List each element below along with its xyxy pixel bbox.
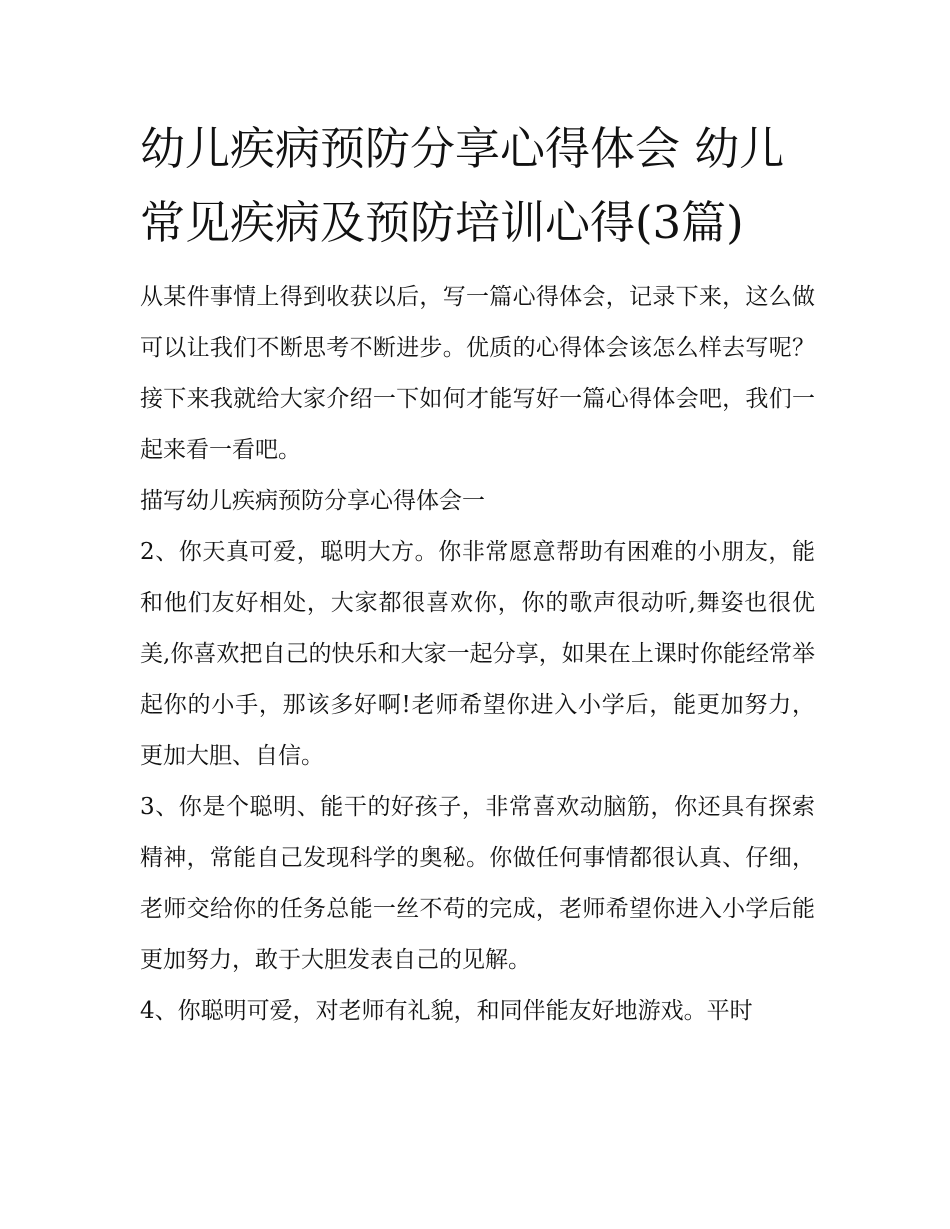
document-page [140,112,815,1037]
document-title: 幼儿疾病预防分享心得体会 幼儿常见疾病及预防培训心得(3篇) [140,122,785,249]
item-3-paragraph: 3、你是个聪明、能干的好孩子，非常喜欢动脑筋，你还具有探索精神，常能自己发现科学的奥秘。你做任何事情都很认真、仔细，老师交给你的任务总能一丝不苟的完成，老师希望你进入小学后能更加努力，敢于大胆发表自己的见解。 [140,794,815,973]
item-2-paragraph: 2、你天真可爱，聪明大方。你非常愿意帮助有困难的小朋友，能和他们友好相处，大家都很喜欢你，你的歌声很动听,舞姿也很优美,你喜欢把自己的快乐和大家一起分享，如果在上课时你能经常举起你的小手，那该多好啊!老师希望你进入小学后，能更加努力，更加大胆、自信。 [140,539,815,769]
intro-paragraph: 从某件事情上得到收获以后，写一篇心得体会，记录下来，这么做可以让我们不断思考不断进步。优质的心得体会该怎么样去写呢？接下来我就给大家介绍一下如何才能写好一篇心得体会吧，我们一起来看一看吧。 [140,284,815,463]
item-4-paragraph: 4、你聪明可爱，对老师有礼貌，和同伴能友好地游戏。平时 [140,998,753,1024]
section-heading: 描写幼儿疾病预防分享心得体会一 [140,488,485,514]
